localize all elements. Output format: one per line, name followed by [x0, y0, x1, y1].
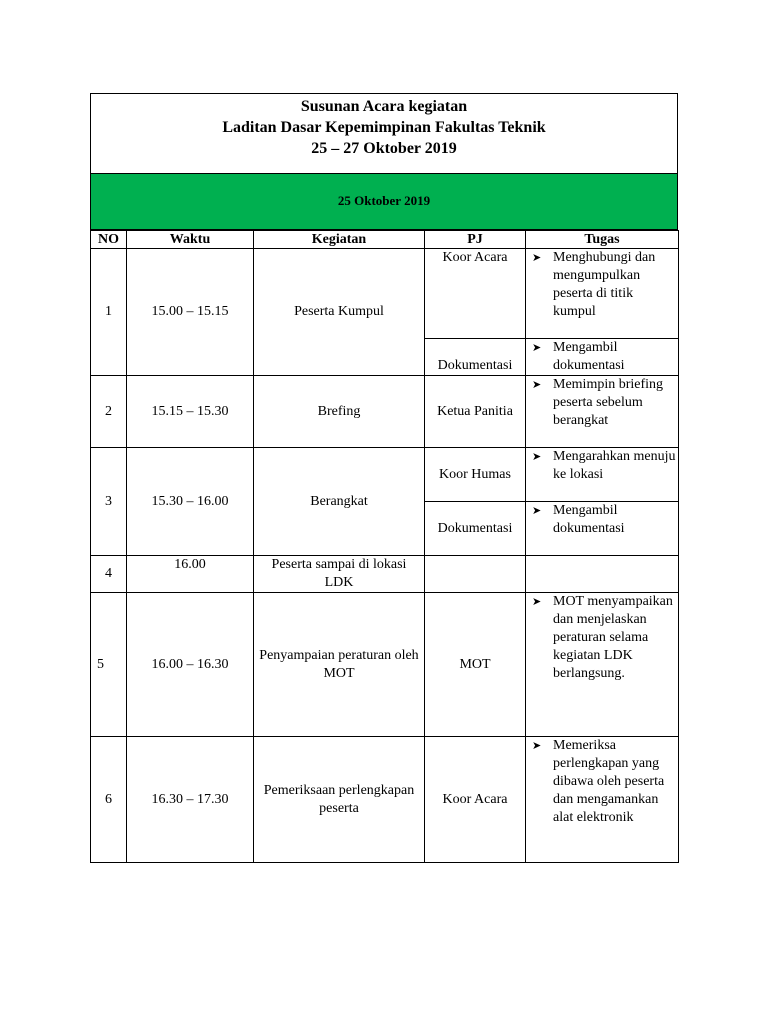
arrowhead-bullet-icon: ➤ [532, 341, 542, 354]
row-activity: Berangkat [254, 448, 425, 556]
row-activity: Brefing [254, 376, 425, 448]
column-header-tugas: Tugas [526, 231, 679, 249]
row-number: 1 [91, 249, 127, 376]
task-text: Memimpin briefing peserta sebelum berangkat [553, 377, 664, 428]
task-item [532, 502, 676, 538]
row-task [526, 339, 679, 376]
arrowhead-bullet-icon: ➤ [532, 450, 542, 463]
row-time: 16.00 [127, 556, 254, 593]
task-item [532, 448, 676, 484]
row-pic: Dokumentasi [425, 339, 526, 376]
row-time: 15.30 – 16.00 [127, 448, 254, 556]
task-text: Mengambil dokumentasi [553, 340, 625, 373]
row-task [526, 376, 679, 448]
row-task [526, 556, 679, 593]
row-activity: Peserta Kumpul [254, 249, 425, 376]
table-row [91, 448, 679, 502]
row-pic [425, 556, 526, 593]
arrowhead-bullet-icon: ➤ [532, 739, 542, 752]
task-item [532, 737, 676, 827]
task-text: MOT menyampaikan dan menjelaskan peraturan selama kegiatan LDK berlangsung. [553, 594, 673, 681]
table-row [91, 737, 679, 863]
row-pic: MOT [425, 593, 526, 737]
row-time: 15.15 – 15.30 [127, 376, 254, 448]
row-time: 16.30 – 17.30 [127, 737, 254, 863]
row-number: 3 [91, 448, 127, 556]
schedule-table [90, 230, 679, 863]
column-header-kegiatan: Kegiatan [254, 231, 425, 249]
table-row [91, 556, 679, 593]
table-row [91, 249, 679, 339]
table-header-row [91, 231, 679, 249]
row-number: 6 [91, 737, 127, 863]
arrowhead-bullet-icon: ➤ [532, 378, 542, 391]
task-text: Memeriksa perlengkapan yang dibawa oleh peserta dan mengamankan alat elektronik [553, 738, 665, 825]
task-text: Menghubungi dan mengumpulkan peserta di titik kumpul [553, 250, 656, 319]
column-header-pj: PJ [425, 231, 526, 249]
row-activity: Penyampaian peraturan oleh MOT [254, 593, 425, 737]
table-row [91, 376, 679, 448]
task-item [532, 376, 676, 430]
row-task [526, 502, 679, 556]
row-pic: Ketua Panitia [425, 376, 526, 448]
document-date-range: 25 – 27 Oktober 2019 [311, 140, 457, 157]
row-activity: Pemeriksaan perlengkapan peserta [254, 737, 425, 863]
column-header-no: NO [91, 231, 127, 249]
table-row [91, 593, 679, 737]
row-pic: Dokumentasi [425, 502, 526, 556]
row-time: 16.00 – 16.30 [127, 593, 254, 737]
row-pic: Koor Humas [425, 448, 526, 502]
document-title: Susunan Acara kegiatan [300, 98, 468, 115]
arrowhead-bullet-icon: ➤ [532, 251, 542, 264]
task-item [532, 339, 676, 375]
row-number: 4 [91, 556, 127, 593]
row-time: 15.00 – 15.15 [127, 249, 254, 376]
row-task [526, 249, 679, 339]
arrowhead-bullet-icon: ➤ [532, 504, 542, 517]
row-task [526, 593, 679, 737]
arrowhead-bullet-icon: ➤ [532, 595, 542, 608]
row-activity: Peserta sampai di lokasi LDK [254, 556, 425, 593]
task-text: Mengambil dokumentasi [553, 503, 625, 536]
task-item [532, 593, 676, 683]
schedule-document [90, 93, 678, 863]
row-task [526, 448, 679, 502]
row-task [526, 737, 679, 863]
column-header-waktu: Waktu [127, 231, 254, 249]
task-item [532, 249, 676, 321]
row-pic: Koor Acara [425, 249, 526, 339]
row-pic: Koor Acara [425, 737, 526, 863]
row-number: 5 [91, 593, 127, 737]
day-header: 25 Oktober 2019 [90, 174, 678, 230]
document-subtitle: Laditan Dasar Kepemimpinan Fakultas Teknik [222, 119, 546, 136]
row-number: 2 [91, 376, 127, 448]
task-text: Mengarahkan menuju ke lokasi [553, 449, 676, 482]
title-block [90, 93, 678, 174]
